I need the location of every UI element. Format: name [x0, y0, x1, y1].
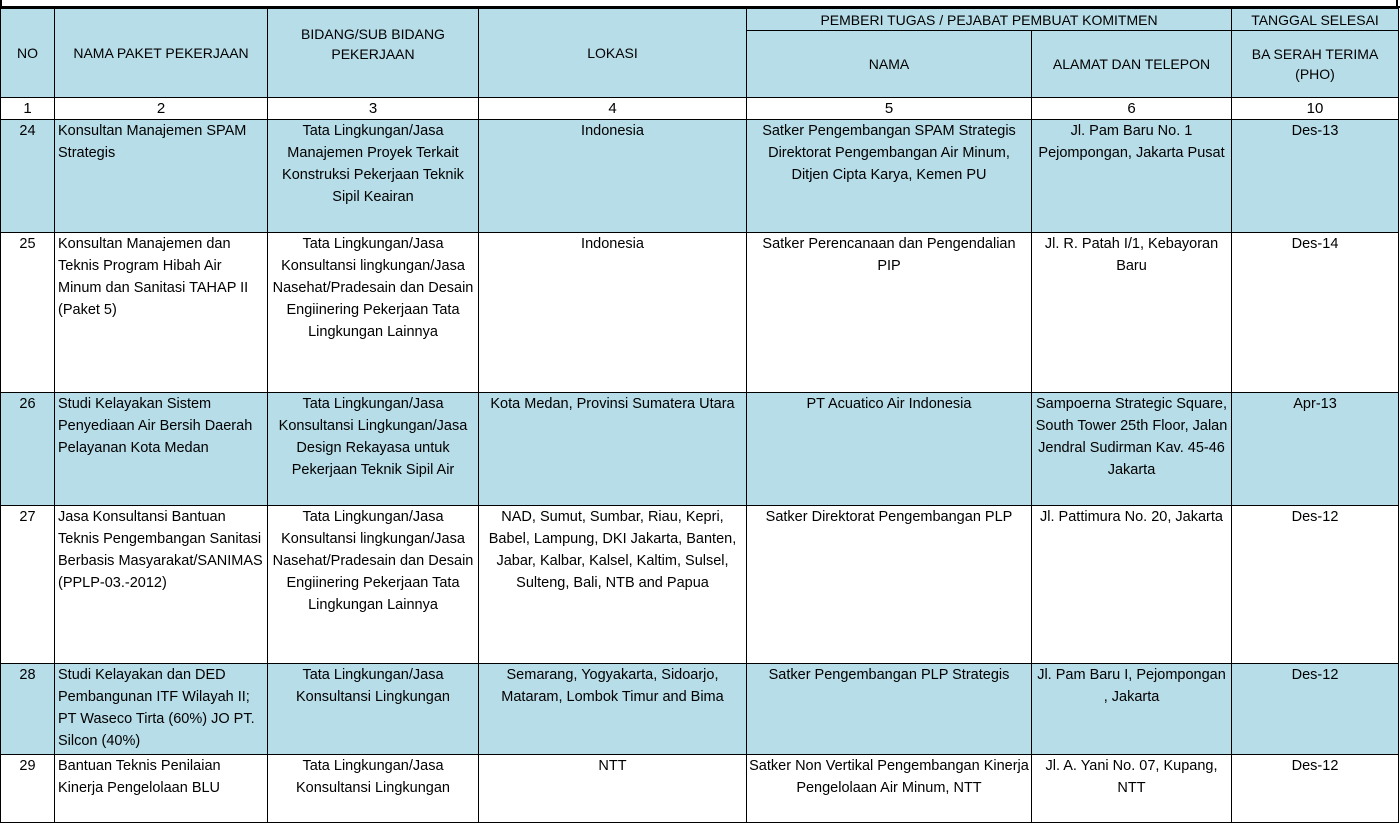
cell-lokasi: NAD, Sumut, Sumbar, Riau, Kepri, Babel, Lampung, DKI Jakarta, Banten, Jabar, Kalbar, Kalsel, Kaltim, Sulsel, Sulteng, Bali, NTB and Papua — [479, 506, 747, 664]
cell-lokasi: Indonesia — [479, 120, 747, 233]
table-row — [1, 664, 1399, 755]
cell-no: 24 — [1, 120, 55, 233]
cell-tanggal: Des-12 — [1232, 506, 1399, 664]
header-ba-serah: BA SERAH TERIMA (PHO) — [1232, 31, 1399, 98]
cell-paket: Studi Kelayakan Sistem Penyediaan Air Bersih Daerah Pelayanan Kota Medan — [55, 393, 268, 506]
header-alamat: ALAMAT DAN TELEPON — [1032, 31, 1232, 98]
cell-bidang: Tata Lingkungan/Jasa Konsultansi Lingkungan/Jasa Design Rekayasa untuk Pekerjaan Teknik Sipil Air — [268, 393, 479, 506]
cell-nama: Satker Direktorat Pengembangan PLP — [747, 506, 1032, 664]
cell-paket: Jasa Konsultansi Bantuan Teknis Pengembangan Sanitasi Berbasis Masyarakat/SANIMAS (PPLP-03.-2012) — [55, 506, 268, 664]
cell-no: 25 — [1, 233, 55, 393]
cell-alamat: Jl. Pattimura No. 20, Jakarta — [1032, 506, 1232, 664]
table-row — [1, 233, 1399, 393]
cell-alamat: Jl. R. Patah I/1, Kebayoran Baru — [1032, 233, 1232, 393]
column-number-row — [1, 98, 1399, 120]
cell-nama: PT Acuatico Air Indonesia — [747, 393, 1032, 506]
cell-bidang: Tata Lingkungan/Jasa Konsultansi Lingkungan — [268, 664, 479, 755]
cell-no: 27 — [1, 506, 55, 664]
cell-lokasi: Indonesia — [479, 233, 747, 393]
table-row — [1, 506, 1399, 664]
cell-nama: Satker Pengembangan SPAM Strategis Direktorat Pengembangan Air Minum, Ditjen Cipta Karya, Kemen PU — [747, 120, 1032, 233]
header-lokasi: LOKASI — [479, 9, 747, 98]
table-row — [1, 393, 1399, 506]
header-no: NO — [1, 9, 55, 98]
cell-nama: Satker Non Vertikal Pengembangan Kinerja Pengelolaan Air Minum, NTT — [747, 755, 1032, 823]
cell-alamat: Sampoerna Strategic Square, South Tower 25th Floor, Jalan Jendral Sudirman Kav. 45-46 Jakarta — [1032, 393, 1232, 506]
header-bidang: BIDANG/SUB BIDANG PEKERJAAN — [268, 9, 479, 98]
cell-alamat: Jl. Pam Baru No. 1 Pejompongan, Jakarta Pusat — [1032, 120, 1232, 233]
cell-lokasi: Kota Medan, Provinsi Sumatera Utara — [479, 393, 747, 506]
cell-no: 29 — [1, 755, 55, 823]
table-top-border — [0, 0, 1400, 8]
cell-tanggal: Apr-13 — [1232, 393, 1399, 506]
table-row — [1, 120, 1399, 233]
cell-paket: Konsultan Manajemen dan Teknis Program Hibah Air Minum dan Sanitasi TAHAP II (Paket 5) — [55, 233, 268, 393]
column-number: 4 — [479, 98, 747, 120]
cell-paket: Bantuan Teknis Penilaian Kinerja Pengelolaan BLU — [55, 755, 268, 823]
cell-alamat: Jl. Pam Baru I, Pejompongan , Jakarta — [1032, 664, 1232, 755]
project-table — [0, 8, 1399, 823]
cell-alamat: Jl. A. Yani No. 07, Kupang, NTT — [1032, 755, 1232, 823]
column-number: 1 — [1, 98, 55, 120]
cell-bidang: Tata Lingkungan/Jasa Konsultansi lingkungan/Jasa Nasehat/Pradesain dan Desain Engiinering Pekerjaan Tata Lingkungan Lainnya — [268, 233, 479, 393]
cell-lokasi: NTT — [479, 755, 747, 823]
cell-bidang: Tata Lingkungan/Jasa Konsultansi lingkungan/Jasa Nasehat/Pradesain dan Desain Engiinering Pekerjaan Tata Lingkungan Lainnya — [268, 506, 479, 664]
cell-tanggal: Des-14 — [1232, 233, 1399, 393]
cell-paket: Studi Kelayakan dan DED Pembangunan ITF Wilayah II; PT Waseco Tirta (60%) JO PT. Silcon (40%) — [55, 664, 268, 755]
header-nama: NAMA — [747, 31, 1032, 98]
table-row — [1, 755, 1399, 823]
cell-nama: Satker Perencanaan dan Pengendalian PIP — [747, 233, 1032, 393]
column-number: 3 — [268, 98, 479, 120]
cell-bidang: Tata Lingkungan/Jasa Manajemen Proyek Terkait Konstruksi Pekerjaan Teknik Sipil Keairan — [268, 120, 479, 233]
cell-lokasi: Semarang, Yogyakarta, Sidoarjo, Mataram, Lombok Timur and Bima — [479, 664, 747, 755]
column-number: 5 — [747, 98, 1032, 120]
cell-tanggal: Des-12 — [1232, 664, 1399, 755]
cell-tanggal: Des-12 — [1232, 755, 1399, 823]
column-number: 10 — [1232, 98, 1399, 120]
header-tanggal-selesai: TANGGAL SELESAI — [1232, 9, 1399, 31]
cell-no: 28 — [1, 664, 55, 755]
cell-tanggal: Des-13 — [1232, 120, 1399, 233]
column-number: 6 — [1032, 98, 1232, 120]
cell-paket: Konsultan Manajemen SPAM Strategis — [55, 120, 268, 233]
header-nama-paket: NAMA PAKET PEKERJAAN — [55, 9, 268, 98]
column-number: 2 — [55, 98, 268, 120]
cell-no: 26 — [1, 393, 55, 506]
cell-nama: Satker Pengembangan PLP Strategis — [747, 664, 1032, 755]
cell-bidang: Tata Lingkungan/Jasa Konsultansi Lingkungan — [268, 755, 479, 823]
header-pemberi-tugas: PEMBERI TUGAS / PEJABAT PEMBUAT KOMITMEN — [747, 9, 1232, 31]
